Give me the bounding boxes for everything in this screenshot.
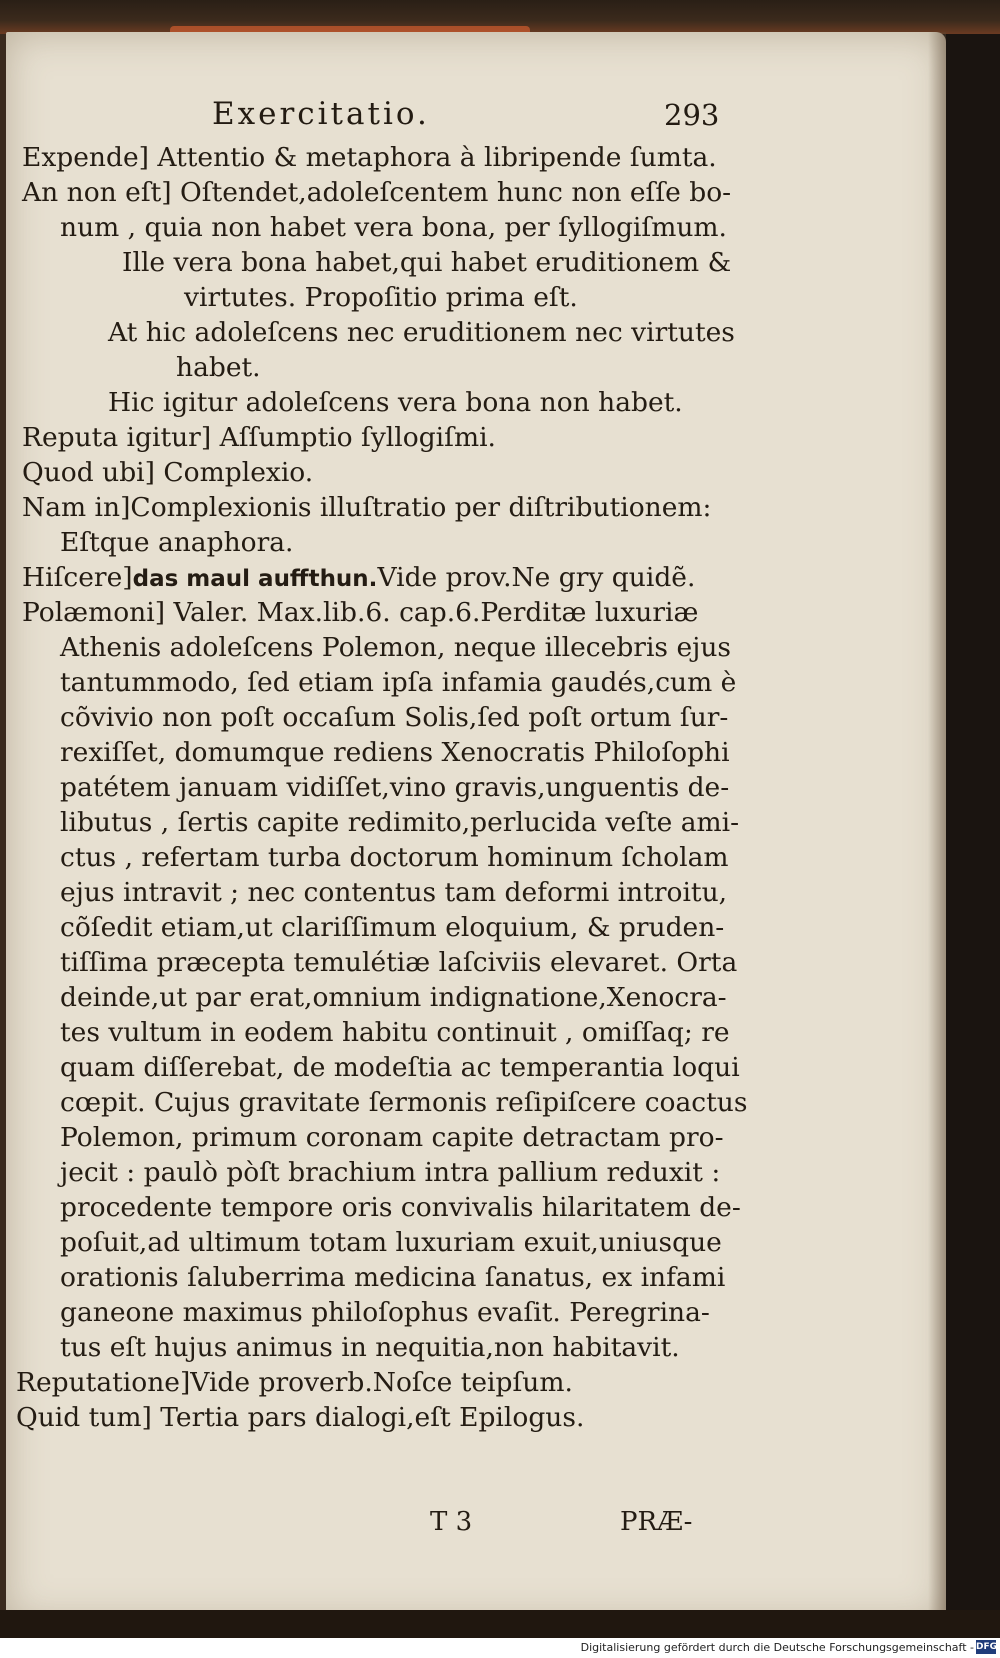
text-line: Nam in]Complexionis illuſtratio per diſtributionem: (22, 492, 712, 523)
text-line: ganeone maximus philoſophus evaſit. Peregrina- (60, 1297, 710, 1328)
text-line: Quod ubi] Complexio. (22, 457, 314, 488)
text-line: An non eſt] Oſtendet,adoleſcentem hunc non eſſe bo- (22, 177, 732, 208)
text-line: Quid tum] Tertia pars dialogi,eſt Epilogus. (16, 1402, 585, 1433)
text-line: tantummodo, ſed etiam ipſa infamia gaudés,cum è (60, 667, 737, 698)
text-line: orationis ſaluberrima medicina ſanatus, ex infami (60, 1262, 726, 1293)
signature-mark: T 3 (430, 1507, 473, 1537)
lemma: Hiſcere] (22, 562, 133, 593)
text-line: Expende] Attentio & metaphora à libripende ſumta. (22, 142, 717, 173)
text-line: quam diſſerebat, de modeſtia ac temperantia loqui (60, 1052, 740, 1083)
gloss-remainder: Vide prov.Ne gry quidẽ. (377, 562, 696, 593)
text-line: Reputa igitur] Aſſumptio ſyllogiſmi. (22, 422, 496, 453)
funding-credit: Digitalisierung gefördert durch die Deutsche Forschungsgemeinschaft - (580, 1641, 974, 1654)
text-line: tiſſima præcepta temulétiæ laſciviis elevaret. Orta (60, 947, 738, 978)
text-line: ejus intravit ; nec contentus tam deformi introitu, (60, 877, 728, 908)
text-line: Ille vera bona habet,qui habet eruditionem & (122, 247, 732, 278)
text-line: cõſedit etiam,ut clariſſimum eloquium, & pruden- (60, 912, 725, 943)
text-line: Hic igitur adoleſcens vera bona non habet. (108, 387, 683, 418)
text-line: num , quia non habet vera bona, per ſyllogiſmum. (60, 212, 727, 243)
scan-top-border (0, 0, 1000, 34)
text-line: Reputatione]Vide proverb.Noſce teipſum. (16, 1367, 573, 1398)
text-line: habet. (176, 352, 261, 383)
text-line: Polemon, primum coronam capite detractam pro- (60, 1122, 724, 1153)
catchword: PRÆ- (620, 1507, 693, 1537)
text-line: Eſtque anaphora. (60, 527, 294, 558)
text-line: jecit : paulò pòſt brachium intra pallium reduxit : (60, 1157, 721, 1188)
page-number: 293 (664, 98, 720, 132)
text-line: tes vultum in eodem habitu continuit , omiſſaq; re (60, 1017, 730, 1048)
text-line: At hic adoleſcens nec eruditionem nec virtutes (108, 317, 735, 348)
text-line: Polæmoni] Valer. Max.lib.6. cap.6.Perditæ luxuriæ (22, 597, 699, 628)
page-edge-shadow (928, 32, 946, 1622)
text-line: patétem januam vidiſſet,vino gravis,unguentis de- (60, 772, 730, 803)
text-line: Athenis adoleſcens Polemon, neque illecebris ejus (60, 632, 732, 663)
text-line: rexiſſet, domumque rediens Xenocratis Philoſophi (60, 737, 730, 768)
text-line: ctus , refertam turba doctorum hominum ſcholam (60, 842, 729, 873)
dfg-logo: DFG (976, 1642, 998, 1652)
text-line: cõvivio non poſt occaſum Solis,ſed poſt ortum ſur- (60, 702, 729, 733)
text-line: virtutes. Propoſitio prima eſt. (184, 282, 578, 313)
text-line: tus eſt hujus animus in nequitia,non habitavit. (60, 1332, 680, 1363)
german-gloss: das maul auffthun. (132, 566, 378, 592)
text-line: libutus , ſertis capite redimito,perlucida veſte ami- (60, 807, 740, 838)
text-line: poſuit,ad ultimum totam luxuriam exuit,uniusque (60, 1227, 722, 1258)
text-line: cœpit. Cujus gravitate ſermonis reſipiſcere coactus (60, 1087, 748, 1118)
text-line: deinde,ut par erat,omnium indignatione,Xenocra- (60, 982, 727, 1013)
running-title: Exercitatio. (212, 96, 430, 132)
text-line: procedente tempore oris convivalis hilaritatem de- (60, 1192, 741, 1223)
scan-bottom-border (0, 1610, 1000, 1638)
text-line-hiscere (22, 561, 695, 596)
